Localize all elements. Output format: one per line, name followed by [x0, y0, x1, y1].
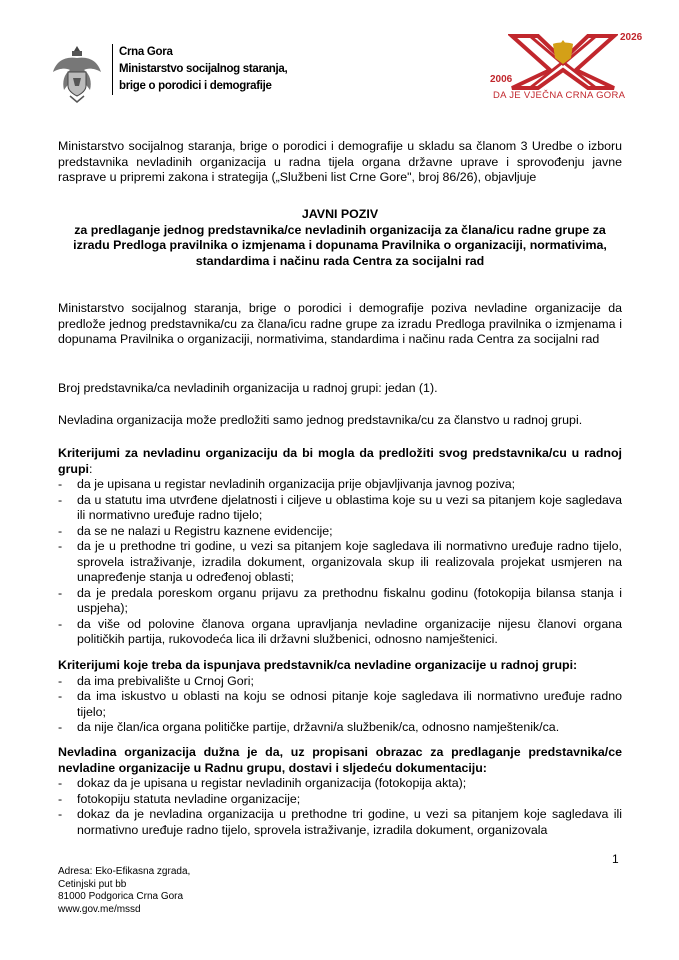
footer-address-line: Cetinjski put bb [58, 878, 127, 890]
list-item: - dokaz da je upisana u registar nevladinih organizacija (fotokopija akta); [58, 776, 622, 792]
ngo-criteria-heading-colon: : [88, 461, 93, 476]
ministry-line-name-cont: brige o porodici i demografije [119, 80, 272, 92]
representative-criteria-heading: Kriterijumi koje treba da ispunjava predstavnik/ca nevladine organizacije u radnoj grupi: [58, 658, 578, 672]
list-item: - da je upisana u registar nevladinih organizacija prije objavljivanja javnog poziva; [58, 477, 622, 493]
list-item: - da nije član/ica organa političke partije, državni/a službenik/ca, odnosno namještenik/ca. [58, 720, 622, 736]
xx-anniversary-mark-icon [508, 30, 618, 92]
required-documents-section [58, 745, 622, 838]
ngo-criteria-list [58, 477, 622, 648]
document-title [58, 207, 622, 269]
footer-address-line: Adresa: Eko-Efikasna zgrada, [58, 866, 191, 877]
list-item: - da više od polovine članova organa upravljanja nevladine organizacije nijesu članovi organa političkih partija, rukovodeća lica ili državni službenici, odnosno namještenici. [58, 617, 622, 648]
invitation-paragraph: Ministarstvo socijalnog staranja, brige o porodici i demografije poziva nevladine organizacije da predlože jednog predstavnika/cu za člana/icu radne grupe za izradu Predloga pravilnika o izmjenama i dopunama Pravilnika o organizaciji, normativima, standardima i načinu rada Centra za socijalni rad [58, 301, 622, 346]
title-subtitle: za predlaganje jednog predstavnika/ce nevladinih organizacija za člana/icu radne grupe za izradu Predloga pravilnika o izmjenama i dopunama Pravilnika o organizaciji, normativima, standardima i načinu rada Centra za socijalni rad [73, 222, 607, 268]
logo-year-end: 2026 [620, 32, 643, 43]
representative-criteria-section [58, 658, 622, 736]
ngo-criteria-heading-text: Kriterijumi za nevladinu organizaciju da bi mogla da predložiti svog predstavnika/cu u radnoj grupi [58, 446, 622, 476]
page-number: 1 [612, 852, 619, 866]
list-item: - da ima prebivalište u Crnoj Gori; [58, 674, 622, 690]
coat-of-arms-icon [50, 42, 104, 104]
list-item: - da je predala poreskom organu prijavu za prethodnu fiskalnu godinu (fotokopija bilansa stanja i uspjeha); [58, 586, 622, 617]
required-documents-heading: Nevladina organizacija dužna je da, uz propisani obrazac za predlaganje predstavnika/ce nevladine organizacije u Radnu grupu, dostavi i sljedeću dokumentaciju: [58, 745, 622, 775]
representative-criteria-list [58, 674, 622, 736]
list-item: - da ima iskustvo u oblasti na koju se odnosi pitanje koje sagledava ili normativno uređuje radno tijelo; [58, 689, 622, 720]
ministry-heading [112, 44, 287, 95]
single-representative-paragraph: Nevladina organizacija može predložiti samo jednog predstavnika/cu za članstvo u radnoj grupi. [58, 413, 583, 427]
list-item: - da je u prethodne tri godine, u vezi sa pitanjem koje sagledava ili normativno uređuje radno tijelo, sprovela istraživanje, izradila dokument, organizovala skup ili realizovala projekat usmjeren na unapređenje stanja u određenoj oblasti; [58, 539, 622, 586]
footer-website[interactable]: www.gov.me/mssd [58, 903, 141, 915]
footer-address [58, 866, 190, 916]
list-item: - da u statutu ima utvrđene djelatnosti i ciljeve u oblastima koje su u vezi sa pitanjem koje sagledava ili normativno uređuje radno tijelo; [58, 493, 622, 524]
required-documents-list [58, 776, 622, 838]
list-item: - fotokopiju statuta nevladine organizacije; [58, 792, 622, 808]
ministry-line-name: Ministarstvo socijalnog staranja, [119, 63, 288, 75]
ministry-line-country: Crna Gora [119, 46, 173, 58]
title-main: JAVNI POZIV [301, 207, 379, 221]
intro-paragraph: Ministarstvo socijalnog staranja, brige o porodici i demografije u skladu sa članom 3 Uredbe o izboru predstavnika nevladinih organizacija u radna tijela organa državne uprave i sprovođenju javne rasprave u pripremi zakona i strategija („Službeni list Crne Gore", broj 86/26), objavljuje [58, 139, 622, 184]
list-item: - da se ne nalazi u Registru kaznene evidencije; [58, 524, 622, 540]
ngo-criteria-section [58, 446, 622, 648]
ngo-criteria-heading [58, 446, 622, 477]
list-item: - dokaz da je nevladina organizacija u prethodne tri godine, u vezi sa pitanjem koje sagledava ili normativno uređuje radno tijelo, sprovela istraživanje, izradila dokument, organizovala [58, 807, 622, 838]
footer-address-line: 81000 Podgorica Crna Gora [58, 891, 184, 902]
logo-tagline: DA JE VJEČNA CRNA GORA [493, 90, 626, 101]
representatives-count-paragraph: Broj predstavnika/ca nevladinih organizacija u radnoj grupi: jedan (1). [58, 381, 438, 395]
logo-year-start: 2006 [490, 74, 513, 85]
anniversary-logo [480, 28, 650, 108]
